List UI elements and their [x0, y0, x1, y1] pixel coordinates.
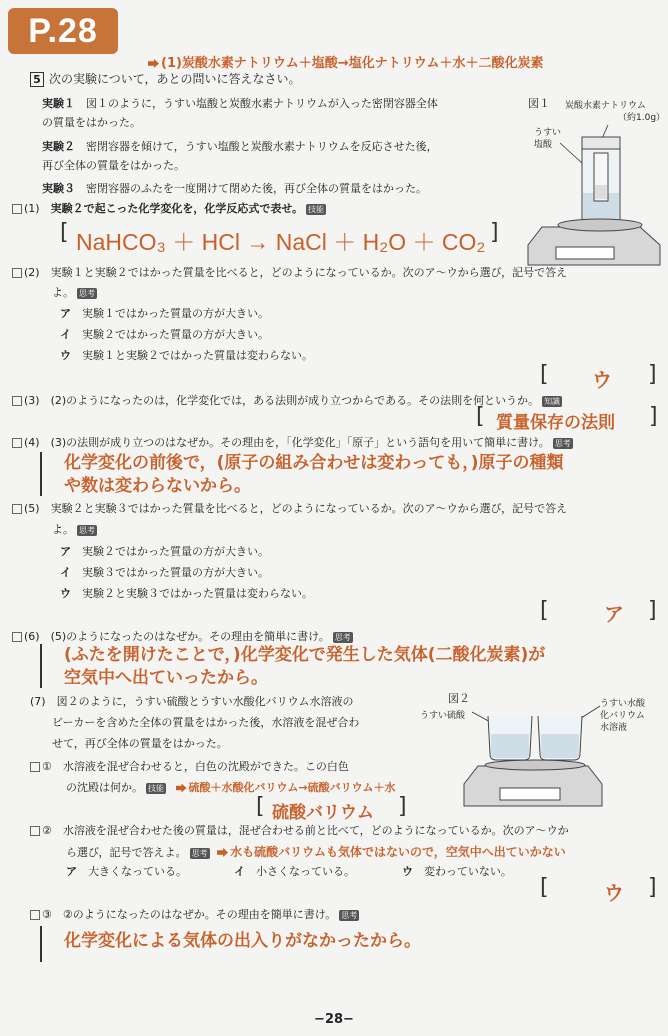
checkbox[interactable] [12, 268, 22, 278]
figure-2-label-base-1: うすい水酸 [600, 699, 646, 709]
figure-1 [520, 95, 665, 270]
arrow-icon [176, 784, 187, 793]
question-5-cont: よ。 思考 [52, 523, 95, 536]
figure-1-label-mass: （約1.0g） [618, 113, 666, 123]
answer-6-line-2: 空気中へ出ていったから。 [64, 668, 268, 688]
option-i: イ 実験３ではかった質量の方が大きい。 [60, 566, 269, 579]
thinking-tag: 思考 [79, 525, 95, 535]
figure-1-label-acid: うすい [534, 128, 562, 138]
bracket-left: [ [60, 220, 69, 245]
answer-7-3: 化学変化による気体の出入りがなかったから。 [64, 931, 421, 951]
question-1: (1) 実験２で起こった化学変化を，化学反応式で表せ。 技能 [12, 200, 326, 216]
question-number: 5 [30, 72, 44, 87]
figure-1-title: 図１ [528, 97, 550, 110]
question-2: (2) 実験１と実験２ではかった質量を比べると，どのようになっているか。次のア～ウから選び，記号で答え [12, 264, 567, 280]
answer-box-5: [ ア ] [540, 598, 657, 626]
thinking-tag: 思考 [79, 288, 95, 298]
beakers-on-scale-diagram [460, 696, 605, 820]
option-u: ウ 実験２と実験３ではかった質量は変わらない。 [60, 587, 313, 600]
answer-box-7-1: [ 硫酸バリウム ] [256, 794, 407, 823]
answer-4-line-1: 化学変化の前後で，(原子の組み合わせは変わっても，)原子の種類 [64, 453, 564, 473]
figure-1-label-acid-2: 塩酸 [534, 140, 553, 150]
checkbox[interactable] [12, 632, 22, 642]
question-7-3: ③ ②のようになったのはなぜか。その理由を簡単に書け。 思考 [30, 906, 359, 922]
option-i: イ 実験２ではかった質量の方が大きい。 [60, 328, 269, 341]
question-7-cont-2: せて，再び全体の質量をはかった。 [52, 737, 228, 750]
arrow-icon [217, 848, 228, 857]
option-a: ア 実験１ではかった質量の方が大きい。 [60, 307, 269, 320]
thinking-tag: 思考 [334, 632, 351, 642]
hint-7-2: 水も硫酸バリウムも気体ではないので，空気中へ出ていかない [230, 845, 566, 859]
experiment-1-cont: の質量をはかった。 [42, 116, 141, 129]
question-3: (3) (2)のようになったのは，化学変化では，ある法則が成り立つからである。その法則を何というか。 知識 [12, 392, 562, 408]
checkbox[interactable] [30, 826, 40, 836]
experiment-2: 実験２ 密閉容器を傾けて，うすい塩酸と炭酸水素ナトリウムを反応させた後， [42, 140, 438, 153]
checkbox[interactable] [12, 204, 22, 214]
question-5: (5) 実験２と実験３ではかった質量を比べると，どのようになっているか。次のア～ウから選び，記号で答え [12, 500, 567, 516]
answer-1: NaHCO₃ ＋ HCl → NaCl ＋ H₂O ＋ CO₂ [76, 229, 486, 255]
question-7-1-cont: の沈殿は何か。 技能 硫酸＋水酸化バリウム→硫酸バリウム＋水 [66, 781, 396, 794]
hint-7-1: 硫酸＋水酸化バリウム→硫酸バリウム＋水 [188, 781, 396, 794]
question-7-cont: ビーカーを含めた全体の質量をはかった後，水溶液を混ぜ合わ [52, 716, 360, 729]
figure-2-label-base-3: 水溶液 [600, 723, 628, 733]
experiment-2-cont: 再び全体の質量をはかった。 [42, 159, 185, 172]
experiment-1: 実験１ 図１のように，うすい塩酸と炭酸水素ナトリウムが入った密閉容器全体 [42, 97, 438, 110]
checkbox[interactable] [30, 910, 40, 920]
figure-2-label-acid: うすい硫酸 [420, 711, 466, 721]
skill-tag: 技能 [148, 783, 164, 793]
knowledge-tag: 知識 [544, 396, 561, 406]
figure-2-label-base-2: 化バリウム [600, 711, 645, 721]
question-intro: 5 次の実験について，あとの問いに答えなさい。 [30, 70, 301, 87]
answer-box-7-2: [ ウ ] [540, 875, 657, 905]
answer-box-3: [ 質量保存の法則 ] [476, 404, 658, 433]
figure-2-title: 図２ [448, 692, 470, 705]
top-hint: (1)炭酸水素ナトリウム＋塩酸→塩化ナトリウム＋水＋二酸化炭素 [148, 52, 544, 71]
question-7-1: ① 水溶液を混ぜ合わせると，白色の沈殿ができた。この白色 [30, 758, 349, 774]
page-number: −28− [314, 1012, 354, 1027]
figure-2 [420, 688, 665, 820]
checkbox[interactable] [12, 396, 22, 406]
answer-5: ア [604, 602, 624, 626]
question-7: (7) 図２のように，うすい硫酸とうすい水酸化バリウム水溶液の [30, 695, 354, 708]
question-2-cont: よ。 思考 [52, 286, 95, 299]
option-a: ア 実験２ではかった質量の方が大きい。 [60, 545, 269, 558]
checkbox[interactable] [12, 504, 22, 514]
skill-tag: 技能 [308, 204, 325, 214]
thinking-tag: 思考 [191, 848, 208, 858]
figure-1-label-sodium: 炭酸水素ナトリウム [565, 101, 646, 111]
question-4: (4) (3)の法則が成り立つのはなぜか。その理由を，「化学変化」「原子」という語句を用いて簡単に書け。 思考 [12, 434, 573, 450]
answer-box-4 [40, 452, 668, 496]
option-u: ウ 実験１と実験２ではかった質量は変わらない。 [60, 349, 313, 362]
page-badge: P.28 [8, 8, 118, 54]
bracket-right: ] [490, 220, 499, 245]
scale-container-diagram [520, 115, 665, 270]
question-6: (6) (5)のようになったのはなぜか。その理由を簡単に書け。 思考 [12, 628, 353, 644]
options-7-2: ア 大きくなっている。 イ 小さくなっている。 ウ 変わっていない。 [66, 865, 512, 878]
checkbox[interactable] [12, 438, 22, 448]
answer-box-6 [40, 644, 668, 688]
experiment-3: 実験３ 密閉容器のふたを一度開けて閉めた後，再び全体の質量をはかった。 [42, 182, 427, 195]
answer-6-line-1: (ふたを開けたことで，)化学変化で発生した気体(二酸化炭素)が [64, 645, 546, 665]
answer-2: ウ [592, 368, 612, 392]
arrow-icon [148, 59, 159, 68]
answer-7-1: 硫酸バリウム [272, 803, 374, 823]
answer-7-2: ウ [604, 881, 624, 905]
answer-box-2: [ ウ ] [540, 362, 657, 392]
answer-4-line-2: や数は変わらないから。 [64, 476, 251, 496]
thinking-tag: 思考 [341, 910, 358, 920]
answer-box-7-3 [40, 926, 668, 962]
answer-box-1 [60, 218, 500, 256]
question-7-2-cont: ら選び，記号で答えよ。 思考 水も硫酸バリウムも気体ではないので，空気中へ出ていかない [66, 845, 566, 859]
answer-3: 質量保存の法則 [496, 413, 615, 433]
question-7-2: ② 水溶液を混ぜ合わせた後の質量は，混ぜ合わせる前と比べて，どのようになっているか。次のア～ウか [30, 822, 569, 838]
checkbox[interactable] [30, 762, 40, 772]
thinking-tag: 思考 [554, 438, 571, 448]
